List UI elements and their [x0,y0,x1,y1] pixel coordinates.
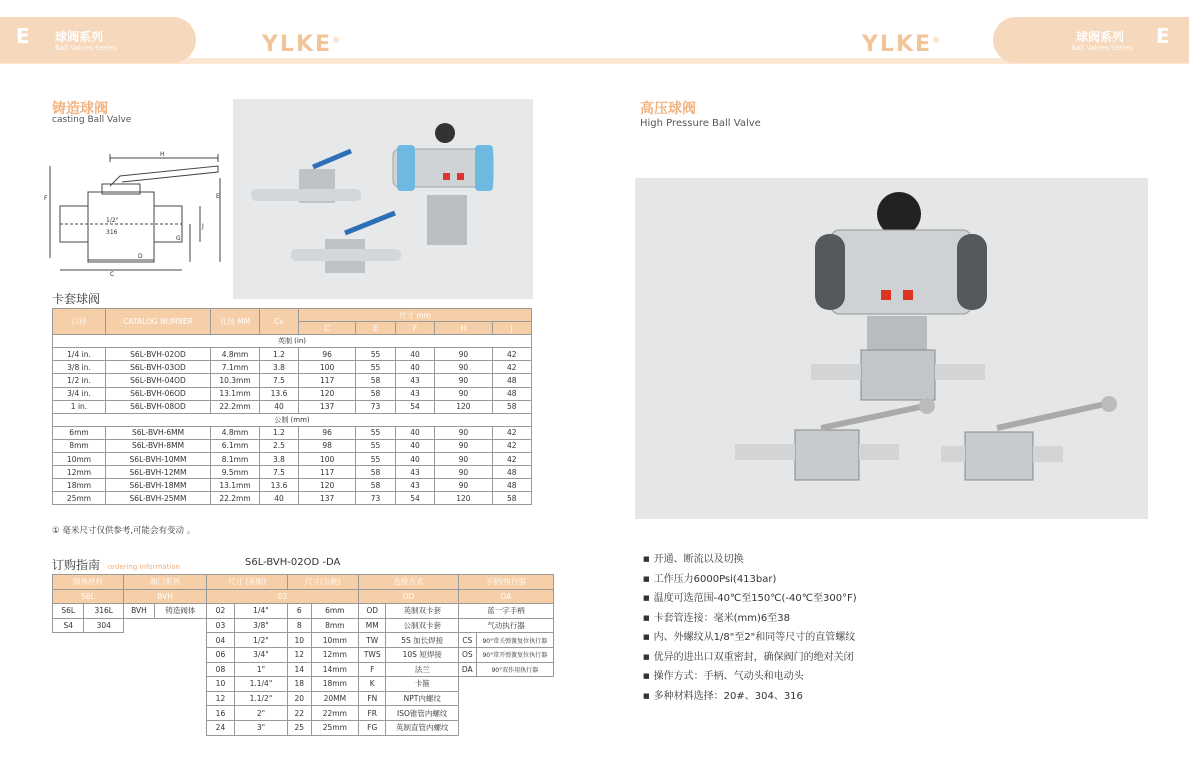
table-row [53,662,554,677]
table-cell: NPT内螺纹 [386,691,459,706]
table-cell: 304 [84,618,124,633]
table-cell: 22mm [311,706,358,721]
table-cell: 117 [299,374,356,387]
table-cell: 90 [435,374,492,387]
blank-cell [154,662,206,677]
blank-cell [53,662,84,677]
table-cell: 1/2 in. [53,374,106,387]
feature-item: ■ 工作压力6000Psi(413bar) [643,570,857,590]
drawing-label-d: D [138,253,143,260]
spec-table [52,308,532,505]
table-cell: 13.6 [260,479,299,492]
order-col-series: 阀门系列 [124,575,207,590]
spec-table-title: 卡套球阀 [52,292,101,306]
ordering-title [52,556,180,573]
order-code-material: S6L [53,589,124,604]
table-cell: 08 [207,662,235,677]
col-dimensions: 尺寸 mm [299,309,532,322]
col-size: 口径 [53,309,106,335]
table-cell: 22 [288,706,312,721]
table-cell: 7.5 [260,374,299,387]
high-pressure-illustration [635,178,1148,519]
blank-cell [53,720,84,735]
table-cell: 42 [492,348,531,361]
table-cell: 英制双卡套 [386,604,459,619]
order-col-connection: 连接方式 [359,575,459,590]
order-code-connection: OD [359,589,459,604]
blank-cell [84,706,124,721]
table-cell: 137 [299,400,356,413]
table-cell: 120 [299,479,356,492]
col-catalog: CATALOG NUMBER [106,309,211,335]
blank-cell [84,677,124,692]
spec-note: ① 毫米尺寸仅供参考,可能会有变动 。 [52,526,196,536]
table-cell: 2" [234,706,287,721]
table-cell: 58 [356,479,395,492]
table-cell: K [359,677,386,692]
blank-cell [84,662,124,677]
table-cell: 6mm [53,426,106,439]
table-cell: 12 [288,647,312,662]
col-dim-e: E [356,322,395,335]
table-row [53,387,532,400]
col-dim-j: J [492,322,531,335]
table-cell: 卡箍 [386,677,459,692]
drawing-label-material: 316 [106,229,118,236]
table-cell: 14mm [311,662,358,677]
table-cell: 蓝一字手柄 [459,604,554,619]
table-cell: 90°常开弹簧复位执行器 [476,647,553,662]
drawing-label-j: J [202,223,204,230]
table-cell: 42 [492,439,531,452]
section-letter-left: E [16,24,30,48]
table-cell: 04 [207,633,235,648]
table-cell: F [359,662,386,677]
table-cell: 40 [260,492,299,505]
table-cell: 20 [288,691,312,706]
table-row [53,604,554,619]
table-cell: S6L-BVH-08OD [106,400,211,413]
series-title-right: 球阀系列 [1076,30,1125,44]
table-cell: S6L-BVH-8MM [106,439,211,452]
table-cell: 25mm [311,720,358,735]
casting-valves-illustration [233,99,533,299]
table-cell: 6.1mm [211,439,260,452]
blank-cell [154,647,206,662]
table-cell: 25 [288,720,312,735]
table-cell: 40 [395,348,434,361]
table-row [53,618,554,633]
blank-cell [124,720,155,735]
table-row [53,691,554,706]
table-cell: 90°常关弹簧复位执行器 [476,633,553,648]
blank-cell [53,647,84,662]
table-cell: 22.2mm [211,400,260,413]
table-cell: 55 [356,426,395,439]
table-cell: 英制直管内螺纹 [386,720,459,735]
table-cell: TW [359,633,386,648]
table-cell: 4.8mm [211,426,260,439]
table-row [53,677,554,692]
table-cell: S6L-BVH-02OD [106,348,211,361]
table-cell: FG [359,720,386,735]
table-cell: 22.2mm [211,492,260,505]
order-code-series: BVH [124,589,207,604]
table-cell: 1/4" [234,604,287,619]
order-code-actuator: DA [459,589,554,604]
table-cell: 8mm [53,439,106,452]
blank-cell [84,647,124,662]
table-cell: 96 [299,348,356,361]
table-cell: 3/8" [234,618,287,633]
table-cell: 3.8 [260,361,299,374]
table-cell: 58 [356,466,395,479]
table-row [53,720,554,735]
feature-item: ■ 卡套管连接：毫米(mm)6至38 [643,609,857,629]
table-cell: FR [359,706,386,721]
table-row [53,466,532,479]
table-row [53,400,532,413]
drawing-label-c: C [110,271,115,278]
table-cell: 1.1/4" [234,677,287,692]
table-cell: S6L-BVH-6MM [106,426,211,439]
table-cell: FN [359,691,386,706]
high-pressure-photo [635,178,1148,519]
table-cell: 58 [492,400,531,413]
table-cell: 10mm [311,633,358,648]
table-cell: S4 [53,618,84,633]
table-cell: 铸造阀体 [154,604,206,619]
blank-cell [84,691,124,706]
high-pressure-subtitle: High Pressure Ball Valve [640,118,761,129]
table-cell: S6L [53,604,84,619]
table-cell: 48 [492,374,531,387]
table-cell: 90 [435,387,492,400]
table-cell: 90 [435,361,492,374]
table-cell: 13.1mm [211,387,260,400]
table-row [53,492,532,505]
table-cell: 100 [299,453,356,466]
blank-cell [154,706,206,721]
table-cell: 73 [356,492,395,505]
feature-item: ■ 内、外螺纹从1/8"至2"和同等尺寸的直管螺纹 [643,628,857,648]
table-cell: 48 [492,466,531,479]
high-pressure-title: 高压球阀 [640,101,696,117]
col-bore: 孔径 MM [211,309,260,335]
table-cell: 42 [492,426,531,439]
section-imperial-label: 英制 (in) [53,335,532,348]
blank-cell [53,706,84,721]
table-cell: 90 [435,439,492,452]
table-row [53,374,532,387]
table-row [53,453,532,466]
table-cell: 6 [288,604,312,619]
drawing-label-h: H [160,151,165,158]
table-cell: 02 [207,604,235,619]
table-row [53,439,532,452]
table-cell: 3/8 in. [53,361,106,374]
table-cell: MM [359,618,386,633]
table-cell: 3/4" [234,647,287,662]
blank-cell [124,618,155,633]
blank-cell [154,720,206,735]
table-cell: S6L-BVH-25MM [106,492,211,505]
blank-cell [154,618,206,633]
table-cell: 10mm [53,453,106,466]
table-cell: S6L-BVH-06OD [106,387,211,400]
table-row [53,706,554,721]
blank-cell [124,662,155,677]
table-cell: 120 [435,400,492,413]
table-cell: 6mm [311,604,358,619]
table-cell: 气动执行器 [459,618,554,633]
table-cell: 40 [260,400,299,413]
casting-valves-photo [233,99,533,299]
table-row [53,479,532,492]
table-cell: 13.1mm [211,479,260,492]
table-cell: DA [459,662,477,677]
col-dim-h: H [435,322,492,335]
table-cell: 40 [395,426,434,439]
table-cell: 137 [299,492,356,505]
ordering-header-row [53,575,554,590]
ordering-example-code: S6L-BVH-02OD -DA [245,557,341,568]
table-cell: 54 [395,492,434,505]
table-cell: 120 [299,387,356,400]
table-cell: 2.5 [260,439,299,452]
table-cell: 42 [492,361,531,374]
table-cell: 43 [395,466,434,479]
feature-item: ■ 开通、断流以及切换 [643,550,857,570]
table-cell: 1.2 [260,426,299,439]
brand-logo-right: YLKE® [862,32,943,57]
table-cell: 90 [435,453,492,466]
table-cell: BVH [124,604,155,619]
table-cell: 90 [435,426,492,439]
table-row [53,348,532,361]
table-cell: 55 [356,348,395,361]
table-cell: 18mm [311,677,358,692]
feature-item: ■ 多种材料选择：20#、304、316 [643,687,857,707]
casting-title: 铸造球阀 [52,101,108,117]
table-cell: 48 [492,479,531,492]
section-letter-right: E [1156,24,1170,48]
blank-cell [124,633,155,648]
table-cell: 117 [299,466,356,479]
table-cell: 58 [356,387,395,400]
order-col-material: 阀体材料 [53,575,124,590]
casting-valve-drawing [40,148,230,278]
table-cell: 55 [356,439,395,452]
col-dim-f: F [395,322,434,335]
ordering-table [52,574,554,736]
table-cell: 5S 加长焊接 [386,633,459,648]
table-cell: 18 [288,677,312,692]
table-cell: CS [459,633,477,648]
blank-cell [124,677,155,692]
table-cell: 8 [288,618,312,633]
order-col-size-in: 尺寸 (英制) [207,575,288,590]
blank-cell [124,691,155,706]
order-col-size-mm: 尺寸(公制) [288,575,359,590]
table-cell: 9.5mm [211,466,260,479]
table-cell: 4.8mm [211,348,260,361]
table-row [53,426,532,439]
table-cell: 13.6 [260,387,299,400]
table-cell: S6L-BVH-10MM [106,453,211,466]
table-cell: 90 [435,348,492,361]
drawing-label-f: F [44,195,48,202]
drawing-label-e: E [216,193,220,200]
table-cell: 20MM [311,691,358,706]
table-cell: 54 [395,400,434,413]
table-cell: 55 [356,453,395,466]
table-cell: 58 [492,492,531,505]
table-cell: OS [459,647,477,662]
table-cell: 316L [84,604,124,619]
table-cell: 3.8 [260,453,299,466]
table-cell: 10S 短焊接 [386,647,459,662]
table-cell: 55 [356,361,395,374]
drawing-label-g: G [176,235,181,242]
table-cell: 73 [356,400,395,413]
table-cell: 7.1mm [211,361,260,374]
table-row [53,647,554,662]
table-cell: 8mm [311,618,358,633]
blank-cell [84,720,124,735]
blank-cell [53,691,84,706]
table-cell: 10 [288,633,312,648]
table-cell: 48 [492,387,531,400]
blank-cell [53,633,84,648]
table-cell: 40 [395,361,434,374]
table-cell: 1/4 in. [53,348,106,361]
table-cell: 58 [356,374,395,387]
table-cell: 24 [207,720,235,735]
table-cell: 42 [492,453,531,466]
feature-item: ■ 操作方式：手柄、气动头和电动头 [643,667,857,687]
table-cell: 98 [299,439,356,452]
order-col-actuator: 手柄/执行器 [459,575,554,590]
blank-cell [84,633,124,648]
table-cell: 3/4 in. [53,387,106,400]
table-cell: 12 [207,691,235,706]
ordering-title-cn: 订购指南 [52,558,101,572]
table-cell: S6L-BVH-03OD [106,361,211,374]
col-cv: Cv [260,309,299,335]
table-cell: 96 [299,426,356,439]
ordering-code-row [53,589,554,604]
blank-cell [124,706,155,721]
table-cell: 90 [435,466,492,479]
col-dim-c: C [299,322,356,335]
table-cell: 12mm [53,466,106,479]
section-metric [53,413,532,426]
table-cell: 90 [435,479,492,492]
table-cell: 1/2" [234,633,287,648]
table-cell: 16 [207,706,235,721]
table-cell: 40 [395,439,434,452]
order-code-size: 02 [207,589,359,604]
table-cell: 7.5 [260,466,299,479]
blank-cell [154,677,206,692]
series-title-left: 球阀系列 [55,30,104,44]
table-cell: S6L-BVH-18MM [106,479,211,492]
series-subtitle-left: Ball Valves Series [55,44,117,52]
blank-cell [154,633,206,648]
blank-cell [154,691,206,706]
table-cell: 14 [288,662,312,677]
spec-header-row [53,309,532,322]
table-cell: 12mm [311,647,358,662]
table-cell: TWS [359,647,386,662]
table-row [53,361,532,374]
table-cell: 43 [395,374,434,387]
brand-logo-left: YLKE® [262,32,343,57]
table-cell: 10 [207,677,235,692]
series-subtitle-right: Ball Valves Series [1071,44,1133,52]
drawing-label-size: 1/2" [106,217,119,224]
table-cell: 40 [395,453,434,466]
table-cell: 1.2 [260,348,299,361]
table-cell: S6L-BVH-12MM [106,466,211,479]
section-metric-label: 公制 (mm) [53,413,532,426]
table-cell: 43 [395,479,434,492]
table-cell: 公制双卡套 [386,618,459,633]
feature-item: ■ 温度可选范围-40℃至150℃(-40℃至300°F) [643,589,857,609]
table-cell: OD [359,604,386,619]
table-cell: 06 [207,647,235,662]
blank-cell [124,647,155,662]
table-cell: 120 [435,492,492,505]
blank-cell [53,677,84,692]
table-cell: 90°双作用执行器 [476,662,553,677]
table-cell: 1 in. [53,400,106,413]
table-cell: 法兰 [386,662,459,677]
feature-list [643,550,857,706]
table-cell: 100 [299,361,356,374]
table-cell: 18mm [53,479,106,492]
table-cell: 8.1mm [211,453,260,466]
table-cell: 43 [395,387,434,400]
table-cell: S6L-BVH-04OD [106,374,211,387]
table-cell: 1.1/2" [234,691,287,706]
table-cell: 03 [207,618,235,633]
table-row [53,633,554,648]
casting-subtitle: casting Ball Valve [52,115,132,125]
table-cell: 25mm [53,492,106,505]
table-cell: ISO锥管内螺纹 [386,706,459,721]
ordering-title-en: ordering information [107,563,180,571]
section-imperial [53,335,532,348]
table-cell: 3" [234,720,287,735]
table-cell: 1" [234,662,287,677]
table-cell: 10.3mm [211,374,260,387]
feature-item: ■ 优异的进出口双重密封，确保阀门的绝对关闭 [643,648,857,668]
